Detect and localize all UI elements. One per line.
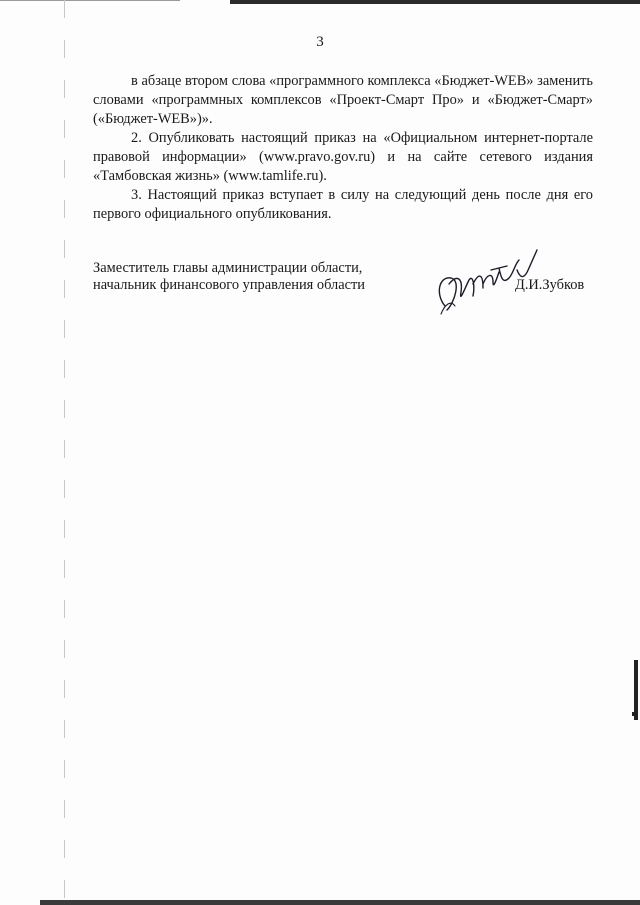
document-body [93,72,593,224]
scan-artifact-top-left [0,0,180,1]
scan-artifact-bottom [40,900,640,905]
scan-artifact-top [230,0,640,4]
paragraph-1: в абзаце втором слова «программного комплекса «Бюджет-WEB» заменить словами «программных комплексов «Проект-Смарт Про» и «Бюджет-Смарт» («Бюджет-WEB»)». [93,73,593,127]
signatory-title-line-1: Заместитель главы администрации области, [93,260,363,276]
scan-artifact-right-mark [634,660,638,720]
scan-artifact-right-tick [632,712,638,716]
paragraph-2: 2. Опубликовать настоящий приказ на «Официальном интернет-портале правовой информации» (www.pravo.gov.ru) и на сайте сетевого издания «Тамбовская жизнь» (www.tamlife.ru). [93,130,593,184]
scan-artifact-left-edge [64,0,65,905]
page-number: 3 [316,34,324,50]
paragraph-3: 3. Настоящий приказ вступает в силу на следующий день после дня его первого официального опубликования. [93,187,593,222]
handwritten-signature [433,244,543,324]
signatory-name: Д.И.Зубков [515,277,585,293]
signatory-title-line-2: начальник финансового управления области [93,277,366,293]
